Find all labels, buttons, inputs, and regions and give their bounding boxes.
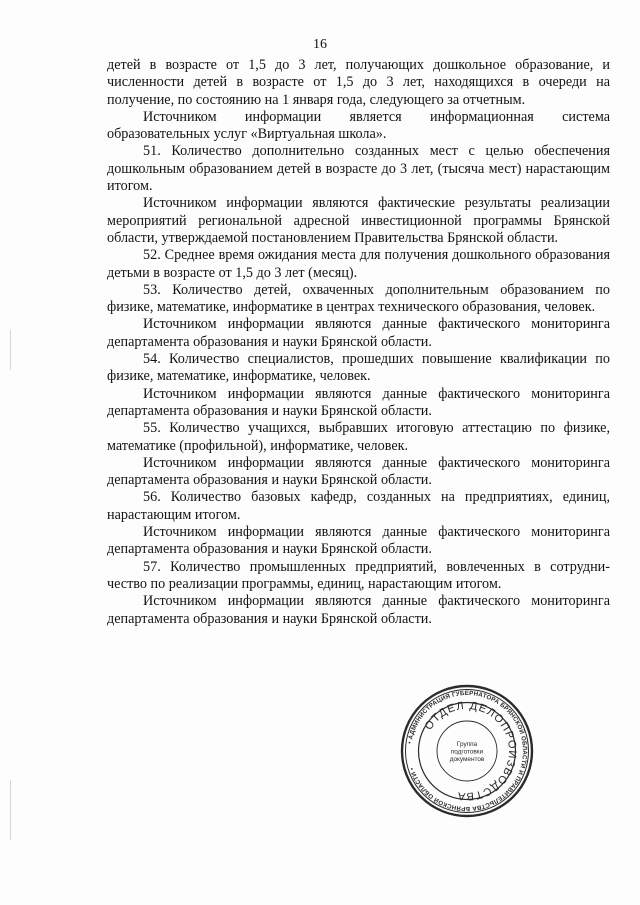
paragraph-item-53: 53. Количество детей, охваченных дополнительным образованием по физике, математике, информатике в центрах технического образования, человек. <box>107 281 610 316</box>
paragraph-item-57: 57. Количество промышленных предприятий, вовлеченных в сотрудни-чество по реализации программы, единиц, нарастающим итогом. <box>107 558 610 592</box>
paragraph-item-54: 54. Количество специалистов, прошедших повышение квалификации по физике, математике, информатике, человек. <box>107 351 610 385</box>
paragraph-source-56: Источником информации являются данные фактического мониторинга департамента образования и науки Брянской области. <box>107 524 610 558</box>
document-body <box>107 57 610 628</box>
paragraph-source-57: Источником информации являются данные фактического мониторинга департамента образования и науки Брянской области. <box>107 593 610 627</box>
paragraph-continuation: детей в возрасте от 1,5 до 3 лет, получающих дошкольное образование, и численности детей в возрасте от 1,5 до 3 лет, находящихся в очереди на получение, по состоянию на 1 января года, следующего за отчетным. <box>107 57 610 108</box>
paragraph-item-52: 52. Среднее время ожидания места для получения дошкольного образования детьми в возрасте от 1,5 до 3 лет (месяц). <box>107 247 610 281</box>
stamp-outer-text: • АДМИНИСТРАЦИЯ ГУБЕРНАТОРА БРЯНСКОЙ ОБЛАСТИ И ПРАВИТЕЛЬСТВА БРЯНСКОЙ ОБЛАСТИ • <box>406 689 529 813</box>
paragraph-source-55: Источником информации являются данные фактического мониторинга департамента образования и науки Брянской области. <box>107 454 610 489</box>
stamp-arc-text: ОТДЕЛ ДЕЛОПРОИЗВОДСТВА <box>422 699 519 803</box>
paragraph-source-51: Источником информации являются фактические результаты реализации мероприятий региональной адресной инвестиционной программы Брянской области, утверждаемой постановлением Правительства Брянской области. <box>107 195 610 246</box>
scan-edge-mark <box>10 330 11 370</box>
stamp-center-line: подготовки <box>450 748 484 756</box>
scan-edge-mark <box>10 780 11 840</box>
paragraph-item-51: 51. Количество дополнительно созданных мест с целью обеспечения дошкольным образованием детей в возрасте до 3 лет, (тысяча мест) нарастающим итогом. <box>107 143 610 195</box>
page-number: 16 <box>313 37 327 52</box>
paragraph-item-56: 56. Количество базовых кафедр, созданных на предприятиях, единиц, нарастающим итогом. <box>107 489 610 523</box>
paragraph-item-55: 55. Количество учащихся, выбравших итоговую аттестацию по физике, математике (профильной), информатике, человек. <box>107 420 610 454</box>
stamp-center-line: Группа <box>456 741 478 748</box>
paragraph-source-50: Источником информации является информационная система образовательных услуг «Виртуальная школа». <box>107 108 610 143</box>
paragraph-source-53: Источником информации являются данные фактического мониторинга департамента образования и науки Брянской области. <box>107 316 610 350</box>
paragraph-source-54: Источником информации являются данные фактического мониторинга департамента образования и науки Брянской области. <box>107 385 610 419</box>
stamp-center-text <box>450 741 485 763</box>
stamp-center-line: документов <box>449 756 485 763</box>
office-stamp <box>400 684 534 818</box>
